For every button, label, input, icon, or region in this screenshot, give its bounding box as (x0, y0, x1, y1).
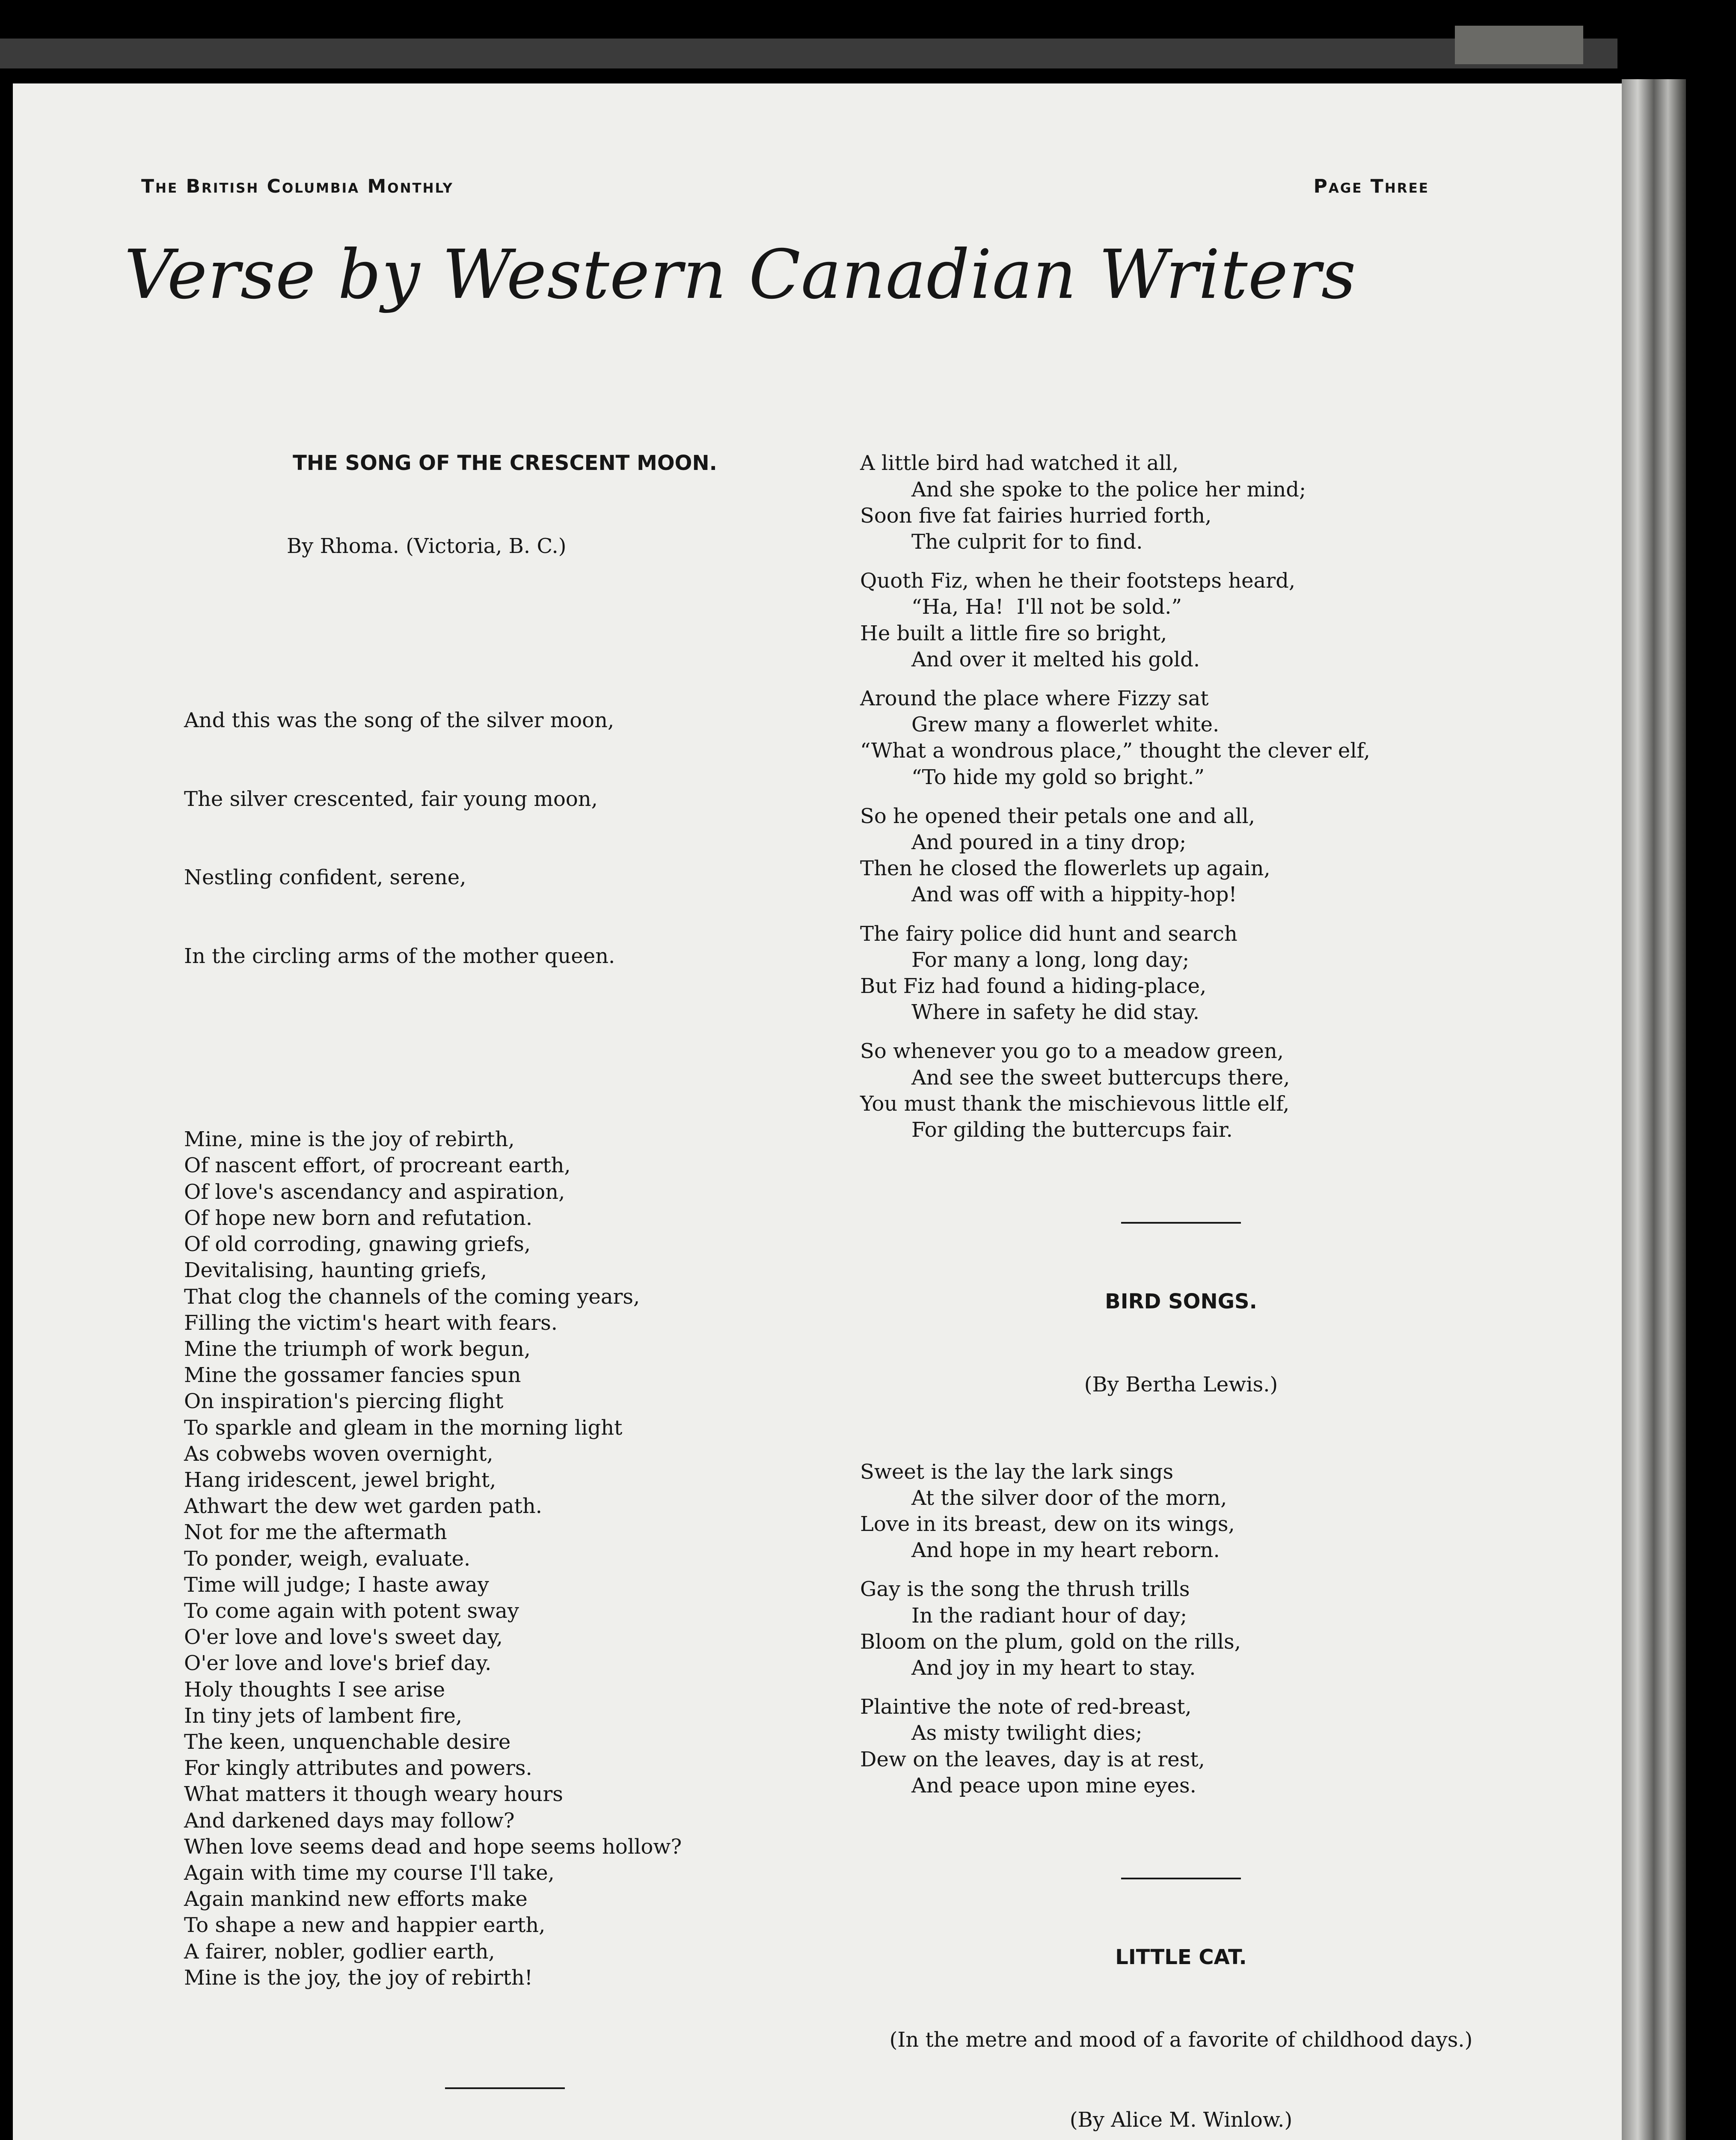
stanza (860, 1576, 1502, 1681)
verse-line: “Ha, Ha! I'll not be sold.” (911, 595, 1182, 619)
verse-line: Hang iridescent, jewel bright, (184, 1468, 496, 1492)
left-column (184, 398, 826, 2140)
stanza (184, 655, 826, 1022)
verse-line: And see the sweet buttercups there, (911, 1065, 1290, 1090)
magazine-page (13, 83, 1639, 2140)
verse-line: And she spoke to the police her mind; (911, 477, 1306, 502)
verse-line: And peace upon mine eyes. (911, 1773, 1196, 1798)
cat-note: (In the metre and mood of a favorite of childhood days.) (889, 2027, 1473, 2052)
verse-line: And was off with a hippity-hop! (911, 883, 1237, 907)
verse-line: And poured in a tiny drop; (911, 830, 1187, 855)
verse-line: Bloom on the plum, gold on the rills, (860, 1629, 1241, 1654)
verse-line: Not for me the aftermath (184, 1520, 447, 1545)
verse-line: To sparkle and gleam in the morning light (184, 1415, 623, 1440)
stanza (860, 450, 1502, 555)
divider (1121, 1222, 1241, 1224)
verse-line: Sweet is the lay the lark sings (860, 1459, 1174, 1484)
verse-line: Mine the triumph of work begun, (184, 1337, 531, 1361)
verse-line: The silver crescented, fair young moon, (184, 787, 598, 811)
verse-line: Athwart the dew wet garden path. (184, 1494, 542, 1519)
verse-line: He built a little fire so bright, (860, 621, 1167, 645)
verse-line: Again mankind new efforts make (184, 1887, 528, 1911)
verse-line: When love seems dead and hope seems hollow? (184, 1834, 682, 1859)
verse-line: At the silver door of the morn, (911, 1486, 1227, 1510)
scan-corner (1455, 26, 1583, 64)
byline-cat: (By Alice M. Winlow.) (1069, 2107, 1293, 2132)
verse-line: As cobwebs woven overnight, (184, 1442, 493, 1466)
verse-line: “What a wondrous place,” thought the clever elf, (860, 739, 1370, 763)
verse-line: On inspiration's piercing flight (184, 1389, 504, 1414)
running-header-title: The British Columbia Monthly (141, 175, 454, 197)
verse-line: Grew many a flowerlet white. (911, 713, 1220, 737)
verse-line: Of old corroding, gnawing griefs, (184, 1232, 531, 1257)
bird-songs (860, 1459, 1502, 1799)
verse-line: Around the place where Fizzy sat (860, 687, 1209, 711)
stanza (860, 921, 1502, 1026)
verse-line: Love in its breast, dew on its wings, (860, 1512, 1235, 1536)
verse-line: So he opened their petals one and all, (860, 804, 1255, 828)
verse-line: The keen, unquenchable desire (184, 1730, 511, 1754)
verse-line: Filling the victim's heart with fears. (184, 1311, 558, 1335)
verse-line: Soon five fat fairies hurried forth, (860, 503, 1212, 528)
verse-line: “To hide my gold so bright.” (911, 765, 1205, 789)
verse-line: O'er love and love's sweet day, (184, 1625, 503, 1650)
book-spine (1622, 79, 1686, 2140)
stanza (860, 1459, 1502, 1564)
stanza (860, 1694, 1502, 1799)
verse-line: In the radiant hour of day; (911, 1603, 1187, 1628)
verse-line: That clog the channels of the coming years, (184, 1284, 640, 1309)
verse-line: Dew on the leaves, day is at rest, (860, 1747, 1205, 1771)
verse-line: Devitalising, haunting griefs, (184, 1258, 487, 1283)
divider (1121, 1878, 1241, 1879)
verse-line: Mine is the joy, the joy of rebirth! (184, 1965, 533, 1990)
verse-line: Where in safety he did stay. (911, 1000, 1200, 1025)
verse-line: And this was the song of the silver moon, (184, 708, 614, 733)
stanza (860, 568, 1502, 673)
running-header-page: Page Three (1313, 175, 1429, 197)
verse-line: To ponder, weigh, evaluate. (184, 1546, 471, 1571)
verse-line: To shape a new and happier earth, (184, 1913, 546, 1938)
verse-line: Of hope new born and refutation. (184, 1206, 533, 1230)
page-title: Verse by Western Canadian Writers (124, 235, 1356, 314)
verse-line: In the circling arms of the mother queen. (184, 944, 615, 969)
right-column (860, 398, 1502, 2140)
verse-line: But Fiz had found a hiding-place, (860, 974, 1207, 999)
stanza (184, 1126, 826, 1991)
verse-line: So whenever you go to a meadow green, (860, 1039, 1284, 1064)
verse-line: Mine the gossamer fancies spun (184, 1363, 521, 1388)
verse-line: What matters it though weary hours (184, 1782, 563, 1807)
verse-line: Of nascent effort, of procreant earth, (184, 1153, 571, 1178)
verse-line: O'er love and love's brief day. (184, 1651, 492, 1676)
verse-line: Time will judge; I haste away (184, 1572, 489, 1597)
verse-line: A fairer, nobler, godlier earth, (184, 1939, 495, 1964)
verse-line: Nestling confident, serene, (184, 865, 466, 890)
verse-line: The culprit for to find. (911, 530, 1143, 554)
verse-line: For kingly attributes and powers. (184, 1756, 532, 1780)
stanza (860, 686, 1502, 791)
verse-line: You must thank the mischievous little elf, (860, 1091, 1290, 1116)
verse-line: To come again with potent sway (184, 1599, 519, 1623)
verse-line: As misty twilight dies; (911, 1721, 1142, 1745)
verse-line: Quoth Fiz, when he their footsteps heard, (860, 569, 1296, 593)
verse-line: And over it melted his gold. (911, 647, 1200, 672)
stanza (860, 1038, 1502, 1143)
verse-line: In tiny jets of lambent fire, (184, 1703, 463, 1728)
verse-line: Holy thoughts I see arise (184, 1677, 445, 1702)
verse-line: And hope in my heart reborn. (911, 1538, 1220, 1563)
verse-line: Gay is the song the thrush trills (860, 1577, 1190, 1602)
scan-top-band (0, 39, 1617, 68)
poem-title-cat: LITTLE CAT. (1115, 1945, 1247, 1969)
verse-line: For gilding the buttercups fair. (911, 1118, 1233, 1142)
verse-line: Then he closed the flowerlets up again, (860, 856, 1270, 881)
verse-line: Mine, mine is the joy of rebirth, (184, 1127, 515, 1152)
byline-bird: (By Bertha Lewis.) (1084, 1372, 1278, 1397)
verse-line: And joy in my heart to stay. (911, 1656, 1196, 1680)
byline-crescent: By Rhoma. (Victoria, B. C.) (287, 534, 567, 559)
verse-line: Plaintive the note of red-breast, (860, 1695, 1192, 1719)
verse-line: Of love's ascendancy and aspiration, (184, 1180, 565, 1204)
poem-title-crescent: THE SONG OF THE CRESCENT MOON. (293, 451, 717, 476)
stanza (860, 803, 1502, 908)
verse-line: For many a long, long day; (911, 948, 1190, 972)
buttercups-right (860, 450, 1502, 1143)
divider (445, 2087, 565, 2089)
verse-line: A little bird had watched it all, (860, 451, 1179, 476)
verse-line: Again with time my course I'll take, (184, 1861, 555, 1885)
poem-title-bird: BIRD SONGS. (1105, 1290, 1257, 1314)
verse-line: The fairy police did hunt and search (860, 921, 1237, 946)
verse-line: And darkened days may follow? (184, 1808, 515, 1833)
